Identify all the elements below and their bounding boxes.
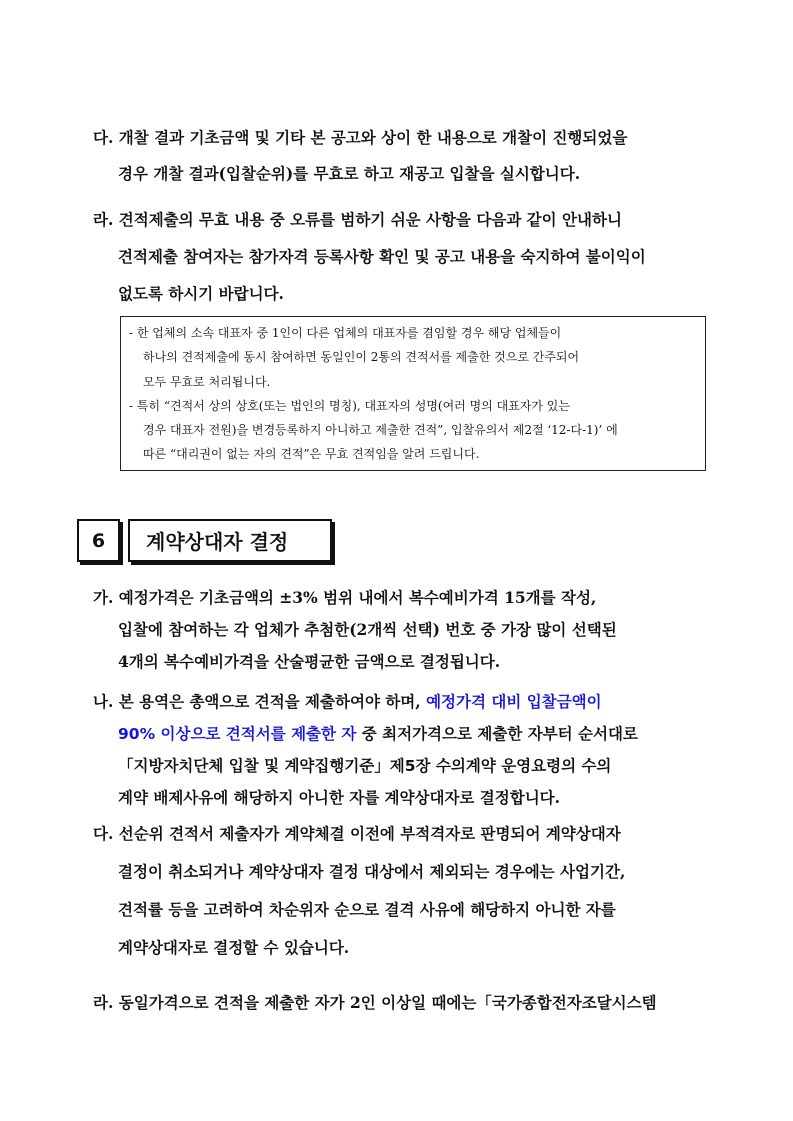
notice-line: 따른 “대리권이 없는 자의 견적”은 무효 견적임을 알려 드립니다. (143, 447, 480, 462)
text-line: 「지방자치단체 입찰 및 계약집행기준」제5장 수의계약 운영요령의 수의 (118, 757, 612, 775)
text-line: 다. 선순위 견적서 제출자가 계약체결 이전에 부적격자로 판명되어 계약상대자 (93, 824, 621, 843)
paragraph-da-disqualification (93, 817, 733, 965)
text-span: 나. 본 용역은 총액으로 견적을 제출하여야 하며, (93, 692, 427, 711)
text-span: 중 최저가격으로 제출한 자부터 순서대로 (356, 724, 638, 743)
notice-line: 경우 대표자 전원)을 변경등록하지 아니하고 제출한 견적”, 입찰유의서 제2절 ‘12-다-1)’ 에 (143, 423, 618, 438)
notice-line: 모두 무효로 처리됩니다. (143, 374, 271, 389)
text-line: 라. 동일가격으로 견적을 제출한 자가 2인 이상일 때에는「국가종합전자조달시스템 (93, 993, 657, 1012)
emphasis-text: 계약 배제사유에 해당하지 아니한 자 (118, 789, 365, 807)
text-line: 다. 개찰 결과 기초금액 및 기타 본 공고와 상이 한 내용으로 개찰이 진행되었을 (93, 128, 628, 147)
text-line (93, 782, 733, 814)
section-title: 계약상대자 결정 (128, 519, 332, 562)
text-line: 4개의 복수예비가격을 산술평균한 금액으로 결정됩니다. (118, 652, 501, 671)
paragraph-ra-invalid-notice (93, 203, 733, 311)
paragraph-ga-estimated-price (93, 582, 733, 678)
text-line: 입찰에 참여하는 각 업체가 추첨한(2개씩 선택) 번호 중 가장 많이 선택된 (118, 620, 617, 639)
paragraph-ra-tie-price (93, 986, 733, 1020)
text-line: 경우 개찰 결과(입찰순위)를 무효로 하고 재공고 입찰을 실시합니다. (118, 164, 581, 183)
text-line: 견적제출 참여자는 참가자격 등록사항 확인 및 공고 내용을 숙지하여 불이익이 (118, 247, 646, 266)
text-line: 견적률 등을 고려하여 차순위자 순으로 결격 사유에 해당하지 아니한 자를 (118, 900, 616, 919)
section-number: 6 (77, 519, 120, 562)
text-line: 가. 예정가격은 기초금액의 ±3% 범위 내에서 복수예비가격 15개를 작성, (93, 588, 597, 607)
paragraph-da-rebid (93, 121, 733, 191)
text-line (93, 718, 733, 750)
highlight-text: 예정가격 대비 입찰금액이 (426, 693, 602, 711)
text-line: 없도록 하시기 바랍니다. (118, 284, 284, 303)
notice-line: - 한 업체의 소속 대표자 중 1인이 다른 업체의 대표자를 겸임할 경우 해당 업체들이 (129, 326, 562, 340)
text-span: 를 계약상대자로 결정합니다. (364, 788, 561, 807)
paragraph-na-award-criteria (93, 686, 733, 814)
text-line: 라. 견적제출의 무효 내용 중 오류를 범하기 쉬운 사항을 다음과 같이 안내하니 (93, 210, 622, 229)
invalid-cases-notice-box (120, 316, 706, 471)
highlight-text: 90% 이상으로 견적서를 제출한 자 (118, 725, 357, 743)
text-line: 계약상대자로 결정할 수 있습니다. (118, 938, 350, 957)
notice-line: - 특히 “견적서 상의 상호(또는 법인의 명칭), 대표자의 성명(여러 명의 대표자가 있는 (129, 398, 570, 413)
text-line: 결정이 취소되거나 계약상대자 결정 대상에서 제외되는 경우에는 사업기간, (118, 862, 626, 881)
text-line (93, 686, 733, 718)
notice-line: 하나의 견적제출에 동시 참여하면 동일인이 2통의 견적서를 제출한 것으로 간주되어 (143, 350, 580, 365)
